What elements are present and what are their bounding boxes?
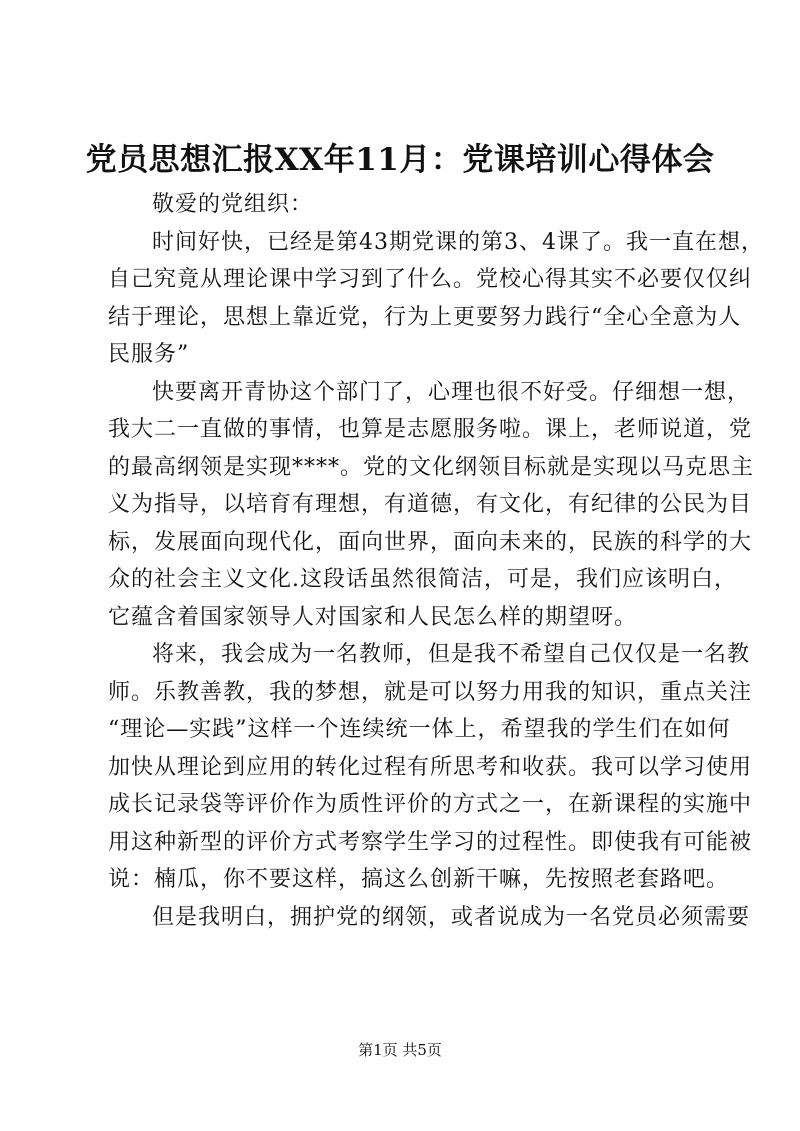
- paragraph-line: 民服务”: [108, 342, 190, 367]
- paragraph-line: 师。乐教善教，我的梦想，就是可以努力用我的知识，重点关注: [108, 679, 753, 705]
- paragraph-line: 它蕴含着国家领导人对国家和人民怎么样的期望呀。: [108, 604, 638, 630]
- paragraph-line: 说：楠瓜，你不要这样，搞这么创新干嘛，先按照老套路吧。: [108, 867, 730, 892]
- paragraph-line: 结于理论，思想上靠近党，行为上更要努力践行“全心全意为人: [108, 304, 742, 330]
- paragraph-line: 标，发展面向现代化，面向世界，面向未来的，民族的科学的大: [108, 529, 753, 555]
- paragraph-line: 的最高纲领是实现****。党的文化纲领目标就是实现以马克思主: [108, 454, 755, 480]
- paragraph-4: [108, 899, 751, 937]
- paragraph-line: 将来，我会成为一名教师，但是我不希望自己仅仅是一名教: [152, 642, 751, 667]
- document-title: 党员思想汇报XX年11月：党课培训心得体会: [85, 142, 715, 178]
- paragraph-line: 用这种新型的评价方式考察学生学习的过程性。即使我有可能被: [108, 829, 753, 855]
- page-footer: [0, 1040, 800, 1060]
- page-number-label: 第1页 共5页: [358, 1041, 442, 1059]
- paragraph-line: “理论—实践”这样一个连续统一体上，希望我的学生们在如何: [108, 717, 731, 742]
- paragraph-line: 众的社会主义文化.这段话虽然很简洁，可是，我们应该明白，: [108, 567, 737, 592]
- document-body: [108, 186, 764, 936]
- salutation: [108, 186, 708, 224]
- paragraph-line: 快要离开青协这个部门了，心理也很不好受。仔细想一想，: [152, 379, 751, 405]
- paragraph-3: [108, 636, 753, 899]
- paragraph-line: 我大二一直做的事情，也算是志愿服务啦。课上，老师说道，党: [108, 417, 753, 442]
- paragraph-2: [108, 374, 755, 637]
- paragraph-line: 但是我明白，拥护党的纲领，或者说成为一名党员必须需要: [152, 904, 751, 930]
- paragraph-1: [108, 224, 764, 374]
- paragraph-line: 成长记录袋等评价作为质性评价的方式之一，在新课程的实施中: [108, 792, 753, 817]
- paragraph-line: 义为指导，以培育有理想，有道德，有文化，有纪律的公民为目: [108, 492, 753, 517]
- salutation-text: 敬爱的党组织：: [152, 192, 314, 217]
- paragraph-line: 自己究竟从理论课中学习到了什么。党校心得其实不必要仅仅纠: [108, 267, 753, 292]
- paragraph-line: 加快从理论到应用的转化过程有所思考和收获。我可以学习使用: [108, 754, 753, 780]
- paragraph-line: 时间好快，已经是第43期党课的第3、4课了。我一直在想，: [152, 229, 764, 255]
